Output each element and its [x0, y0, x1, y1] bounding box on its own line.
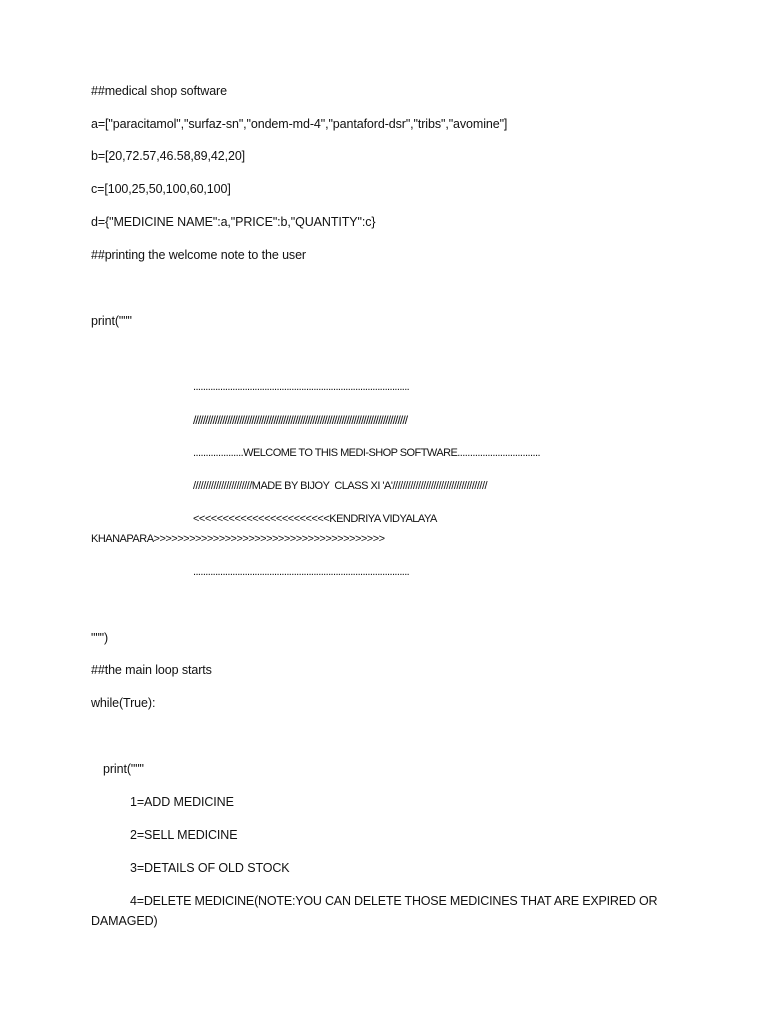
comment-line: ##printing the welcome note to the user — [91, 248, 306, 262]
code-line: c=[100,25,50,100,60,100] — [91, 182, 231, 196]
banner-welcome-line: ....................WELCOME TO THIS MEDI-SHOP SOFTWARE................................. — [193, 447, 540, 459]
menu-option-line: 4=DELETE MEDICINE(NOTE:YOU CAN DELETE THOSE MEDICINES THAT ARE EXPIRED OR — [130, 894, 658, 908]
code-line: d={"MEDICINE NAME":a,"PRICE":b,"QUANTITY":c} — [91, 215, 376, 229]
banner-school-line-cont: KHANAPARA>>>>>>>>>>>>>>>>>>>>>>>>>>>>>>>>>>>>>>> — [91, 533, 385, 545]
banner-slash-line: //////////////////////////////////////////////////////////////////////////////////////// — [193, 413, 408, 427]
menu-option-line: 2=SELL MEDICINE — [130, 828, 238, 842]
banner-dots-line: ........................................................................................ — [193, 381, 410, 393]
banner-school-line: <<<<<<<<<<<<<<<<<<<<<<<KENDRIYA VIDYALAYA — [193, 513, 437, 525]
menu-option-line: 1=ADD MEDICINE — [130, 795, 234, 809]
code-line: """) — [91, 631, 109, 645]
menu-option-line-cont: DAMAGED) — [91, 914, 158, 928]
code-line: a=["paracitamol","surfaz-sn","ondem-md-4","pantaford-dsr","tribs","avomine"] — [91, 117, 508, 131]
code-line: b=[20,72.57,46.58,89,42,20] — [91, 149, 246, 163]
menu-option-line: 3=DETAILS OF OLD STOCK — [130, 861, 290, 875]
code-line: print(""" — [91, 314, 132, 328]
banner-dots-line: ........................................................................................ — [193, 566, 410, 578]
code-line: while(True): — [91, 696, 156, 710]
banner-author-line: ///////////////////////MADE BY BIJOY CLASS XI 'A'///////////////////////////////////// — [193, 480, 488, 492]
comment-line: ##medical shop software — [91, 84, 227, 98]
code-line: print(""" — [103, 762, 144, 776]
comment-line: ##the main loop starts — [91, 663, 212, 677]
